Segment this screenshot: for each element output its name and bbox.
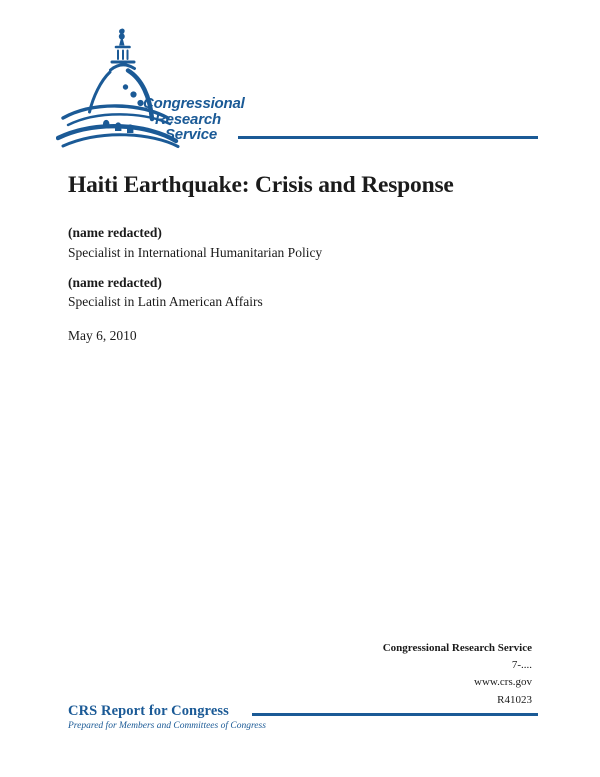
report-number: R41023 [497,693,532,706]
logo-wordmark-line: Service [165,126,217,143]
logo-wordmark-line: Research [155,110,221,128]
crs-logo-wordmark [143,96,245,143]
publication-info-block [383,640,532,709]
publication-phone: 7-.... [511,659,532,672]
author-name: (name redacted) [68,275,162,290]
report-title: Haiti Earthquake: Crisis and Response [68,172,454,198]
report-date: May 6, 2010 [68,328,137,343]
footer-rule [252,713,538,716]
header-rule [238,136,538,139]
footer-tagline: Prepared for Members and Committees of Congress [68,721,266,731]
footer-series-title: CRS Report for Congress [68,703,229,719]
author-role: Specialist in International Humanitarian Policy [68,245,323,260]
author-name: (name redacted) [68,225,162,240]
publication-org: Congressional Research Service [382,642,532,654]
publication-website: www.crs.gov [474,676,532,689]
author-role: Specialist in Latin American Affairs [68,294,263,309]
logo-wordmark-line: Congressional [143,95,245,112]
